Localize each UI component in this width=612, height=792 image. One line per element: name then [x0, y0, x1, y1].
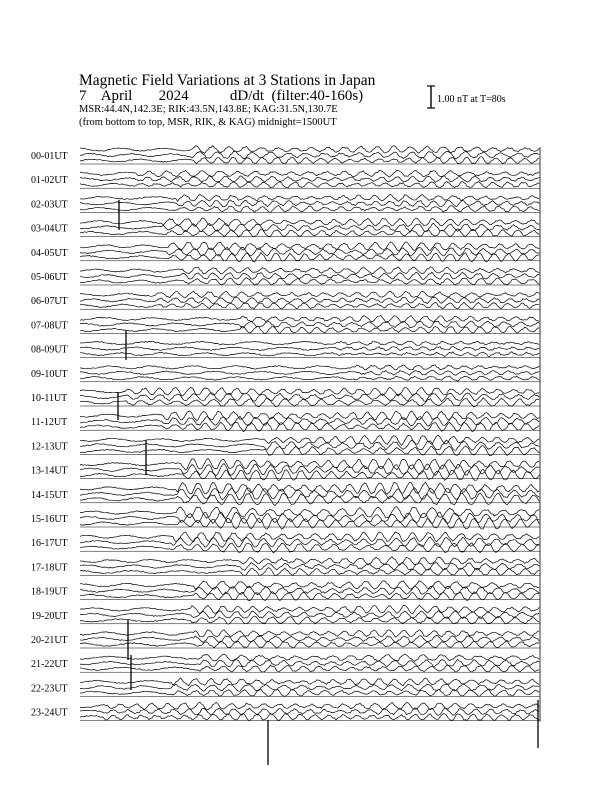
- trace-rik: [80, 440, 539, 450]
- hour-label: 17-18UT: [31, 562, 68, 574]
- trace-rik: [80, 346, 539, 350]
- trace-rik: [80, 512, 539, 524]
- trace-rik: [80, 393, 539, 402]
- hour-label: 18-19UT: [31, 586, 68, 598]
- hour-label: 02-03UT: [31, 199, 68, 211]
- trace-msr: [80, 689, 539, 696]
- trace-msr: [80, 568, 539, 576]
- trace-rik: [80, 611, 539, 619]
- hour-label: 04-05UT: [31, 247, 68, 259]
- trace-msr: [80, 181, 539, 188]
- trace-kag: [80, 365, 539, 370]
- hour-label: 00-01UT: [31, 151, 68, 162]
- trace-kag: [80, 654, 539, 662]
- trace-kag: [80, 435, 539, 445]
- hour-label: 19-20UT: [31, 610, 68, 622]
- trace-msr: [80, 229, 539, 237]
- trace-msr: [80, 641, 539, 649]
- hour-label: 16-17UT: [31, 538, 68, 550]
- hour-label: 14-15UT: [31, 489, 68, 501]
- quantity-label: dD/dt: [229, 88, 265, 104]
- chart-title: Magnetic Field Variations at 3 Stations in Japan: [79, 72, 376, 89]
- trace-kag: [80, 194, 539, 201]
- trace-kag: [80, 218, 539, 226]
- trace-rik: [80, 370, 539, 375]
- hour-label: 13-14UT: [31, 465, 68, 477]
- trace-msr: [80, 398, 539, 407]
- trace-kag: [80, 170, 539, 177]
- trace-rik: [80, 321, 539, 328]
- trace-msr: [80, 206, 539, 213]
- trace-kag: [80, 557, 539, 565]
- trace-msr: [80, 469, 539, 481]
- trace-rik: [80, 660, 539, 668]
- hour-label: 20-21UT: [31, 635, 68, 646]
- trace-msr: [80, 253, 539, 262]
- trace-rik: [80, 563, 539, 571]
- station-order-note: (from bottom to top, MSR, RIK, & KAG) midnight=1500UT: [79, 117, 337, 128]
- hour-label: 22-23UT: [31, 683, 68, 695]
- station-coordinates: MSR:44.4N,142.3E; RIK:43.5N,143.8E; KAG:31.5N,130.7E: [79, 104, 338, 115]
- trace-kag: [80, 458, 539, 470]
- hour-label: 01-02UT: [31, 175, 68, 187]
- scale-bar: [427, 86, 435, 108]
- trace-rik: [80, 176, 539, 183]
- trace-kag: [80, 702, 539, 710]
- trace-rik: [80, 708, 539, 715]
- hour-label: 23-24UT: [31, 707, 68, 719]
- year: 2024: [158, 88, 189, 104]
- trace-msr: [80, 714, 539, 721]
- trace-kag: [80, 507, 539, 519]
- filter-label: (filter:40-160s): [271, 88, 364, 104]
- trace-kag: [80, 630, 539, 637]
- trace-msr: [80, 665, 539, 673]
- trace-rik: [80, 297, 539, 304]
- trace-rik: [80, 488, 539, 500]
- trace-msr: [80, 446, 539, 456]
- trace-kag: [80, 411, 539, 421]
- month: April: [100, 88, 133, 104]
- hour-label: 09-10UT: [31, 368, 68, 380]
- hourly-rows: [80, 146, 540, 721]
- trace-rik: [80, 247, 539, 256]
- trace-kag: [80, 242, 539, 251]
- trace-msr: [80, 326, 539, 334]
- trace-kag: [80, 267, 539, 274]
- hour-labels: [31, 151, 68, 719]
- trace-rik: [80, 586, 539, 595]
- trace-kag: [80, 341, 539, 345]
- hour-label: 05-06UT: [31, 272, 68, 283]
- hour-label: 06-07UT: [31, 296, 68, 308]
- hour-label: 21-22UT: [31, 659, 68, 671]
- day: 7: [79, 88, 87, 104]
- trace-rik: [80, 151, 539, 159]
- trace-kag: [80, 605, 539, 613]
- hour-label: 11-12UT: [31, 417, 68, 429]
- hour-label: 12-13UT: [31, 441, 68, 453]
- trace-msr: [80, 352, 539, 357]
- trace-rik: [80, 272, 539, 280]
- hour-label: 10-11UT: [31, 393, 68, 404]
- trace-msr: [80, 616, 539, 624]
- trace-kag: [80, 532, 539, 542]
- hour-label: 07-08UT: [31, 320, 68, 332]
- trace-msr: [80, 376, 539, 381]
- trace-kag: [80, 146, 539, 154]
- trace-msr: [80, 592, 539, 601]
- hour-label: 08-09UT: [31, 344, 68, 356]
- trace-kag: [80, 678, 539, 686]
- trace-kag: [80, 581, 539, 590]
- scale-bar-label: 1.00 nT at T=80s: [437, 94, 506, 105]
- trace-msr: [80, 157, 539, 164]
- hour-label: 15-16UT: [31, 514, 68, 525]
- trace-rik: [80, 416, 539, 426]
- hour-label: 03-04UT: [31, 223, 68, 235]
- trace-kag: [80, 291, 539, 298]
